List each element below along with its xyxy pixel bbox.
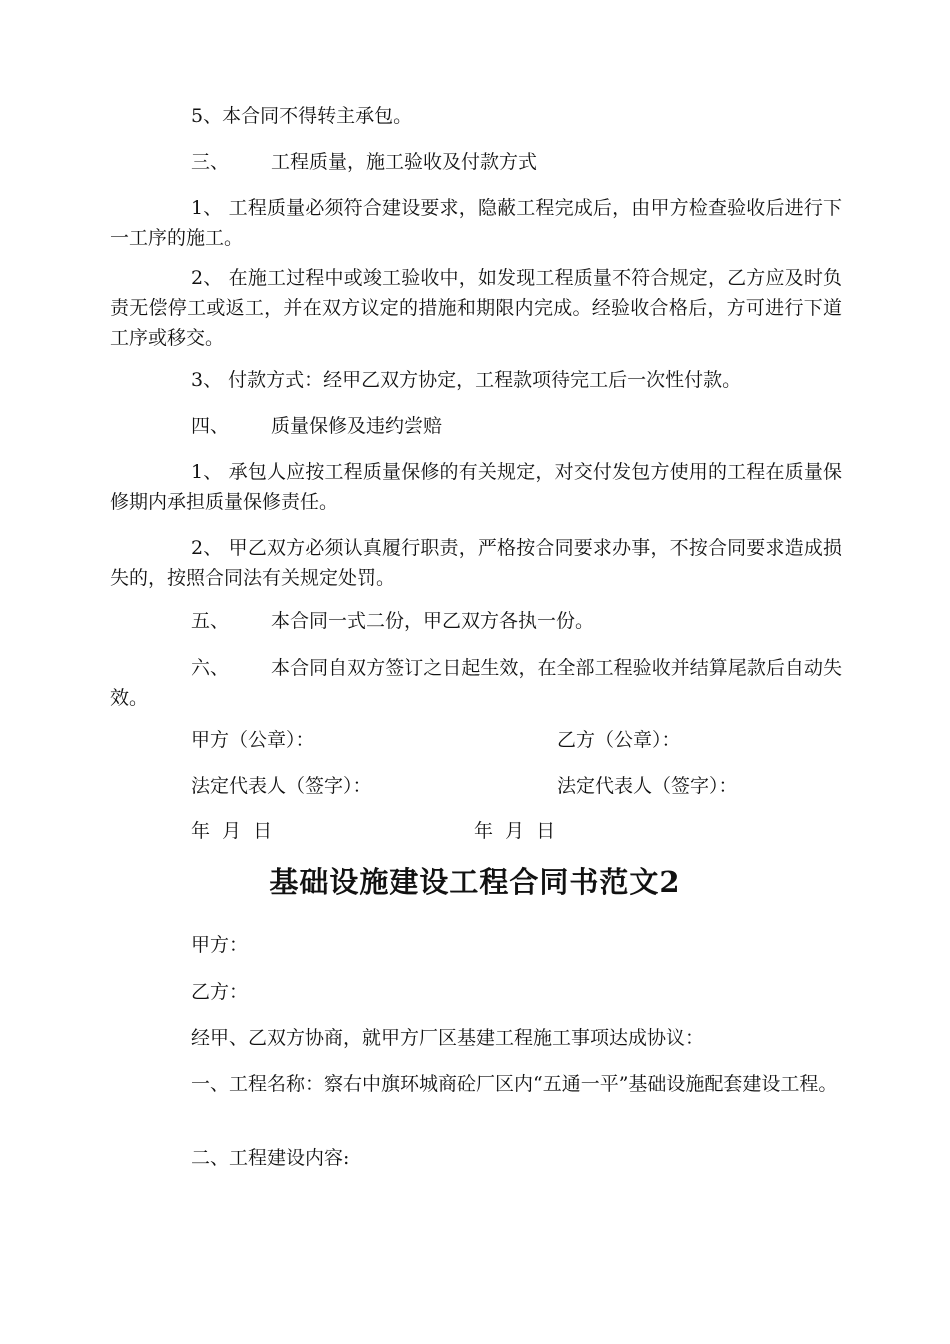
section-4-para-2: 2、 甲乙双方必须认真履行职责，严格按合同要求办事，不按合同要求造成损失的，按照合同法有关规定处罚。 bbox=[110, 537, 842, 589]
section-5-text: 本合同一式二份，甲乙双方各执一份。 bbox=[271, 610, 595, 632]
section-6-number: 六、 bbox=[191, 657, 230, 679]
document-title: 基础设施建设工程合同书范文2 bbox=[269, 865, 681, 899]
party-a-representative-label: 法定代表人（签字）： bbox=[191, 775, 372, 797]
section-3-title: 工程质量，施工验收及付款方式 bbox=[271, 151, 538, 173]
section-6-text: 本合同自双方签订之日起生效，在全部工程验收并结算尾款后自动失 效。 bbox=[110, 657, 842, 709]
section-3-para-3: 3、 付款方式：经甲乙双方协定，工程款项待完工后一次性付款。 bbox=[191, 369, 742, 391]
section-5 bbox=[191, 606, 921, 636]
section-4-number: 四、 bbox=[191, 415, 230, 437]
section-4-title: 质量保修及违约尝赔 bbox=[271, 415, 443, 437]
section-5-number: 五、 bbox=[191, 610, 230, 632]
agreement-intro: 经甲、乙双方协商，就甲方厂区基建工程施工事项达成协议： bbox=[191, 1027, 705, 1049]
party-b-seal-label: 乙方（公章）： bbox=[557, 729, 681, 751]
item-1-project-name: 一、工程名称：察右中旗环城商砼厂区内“五通一平”基础设施配套建设工程。 bbox=[191, 1073, 838, 1095]
item-2-heading: 二、工程建设内容: bbox=[191, 1147, 350, 1169]
clause-no-subcontract: 5、本合同不得转主承包。 bbox=[191, 105, 413, 127]
section-4-para-1: 1、 承包人应按工程质量保修的有关规定，对交付发包方使用的工程在质量保修期内承担质量保修责任。 bbox=[110, 461, 842, 513]
contract-party-b: 乙方： bbox=[191, 981, 249, 1003]
section-3-para-2: 2、 在施工过程中或竣工验收中，如发现工程质量不符合规定，乙方应及时负责无偿停工或返工，并在双方议定的措施和期限内完成。经验收合格后，方可进行下道工序或移交。 bbox=[110, 267, 842, 349]
section-3-number: 三、 bbox=[191, 151, 230, 173]
section-3-para-1: 1、 工程质量必须符合建设要求，隐蔽工程完成后，由甲方检查验收后进行下一工序的施工。 bbox=[110, 197, 842, 249]
party-a-seal-label: 甲方（公章）： bbox=[191, 729, 315, 751]
section-6 bbox=[110, 653, 842, 713]
party-b-date: 年 月 日 bbox=[474, 820, 556, 842]
section-3-heading bbox=[191, 147, 921, 177]
party-a-date: 年 月 日 bbox=[191, 820, 273, 842]
contract-party-a: 甲方： bbox=[191, 934, 249, 956]
section-4-heading bbox=[191, 411, 921, 441]
party-b-representative-label: 法定代表人（签字）： bbox=[557, 775, 738, 797]
